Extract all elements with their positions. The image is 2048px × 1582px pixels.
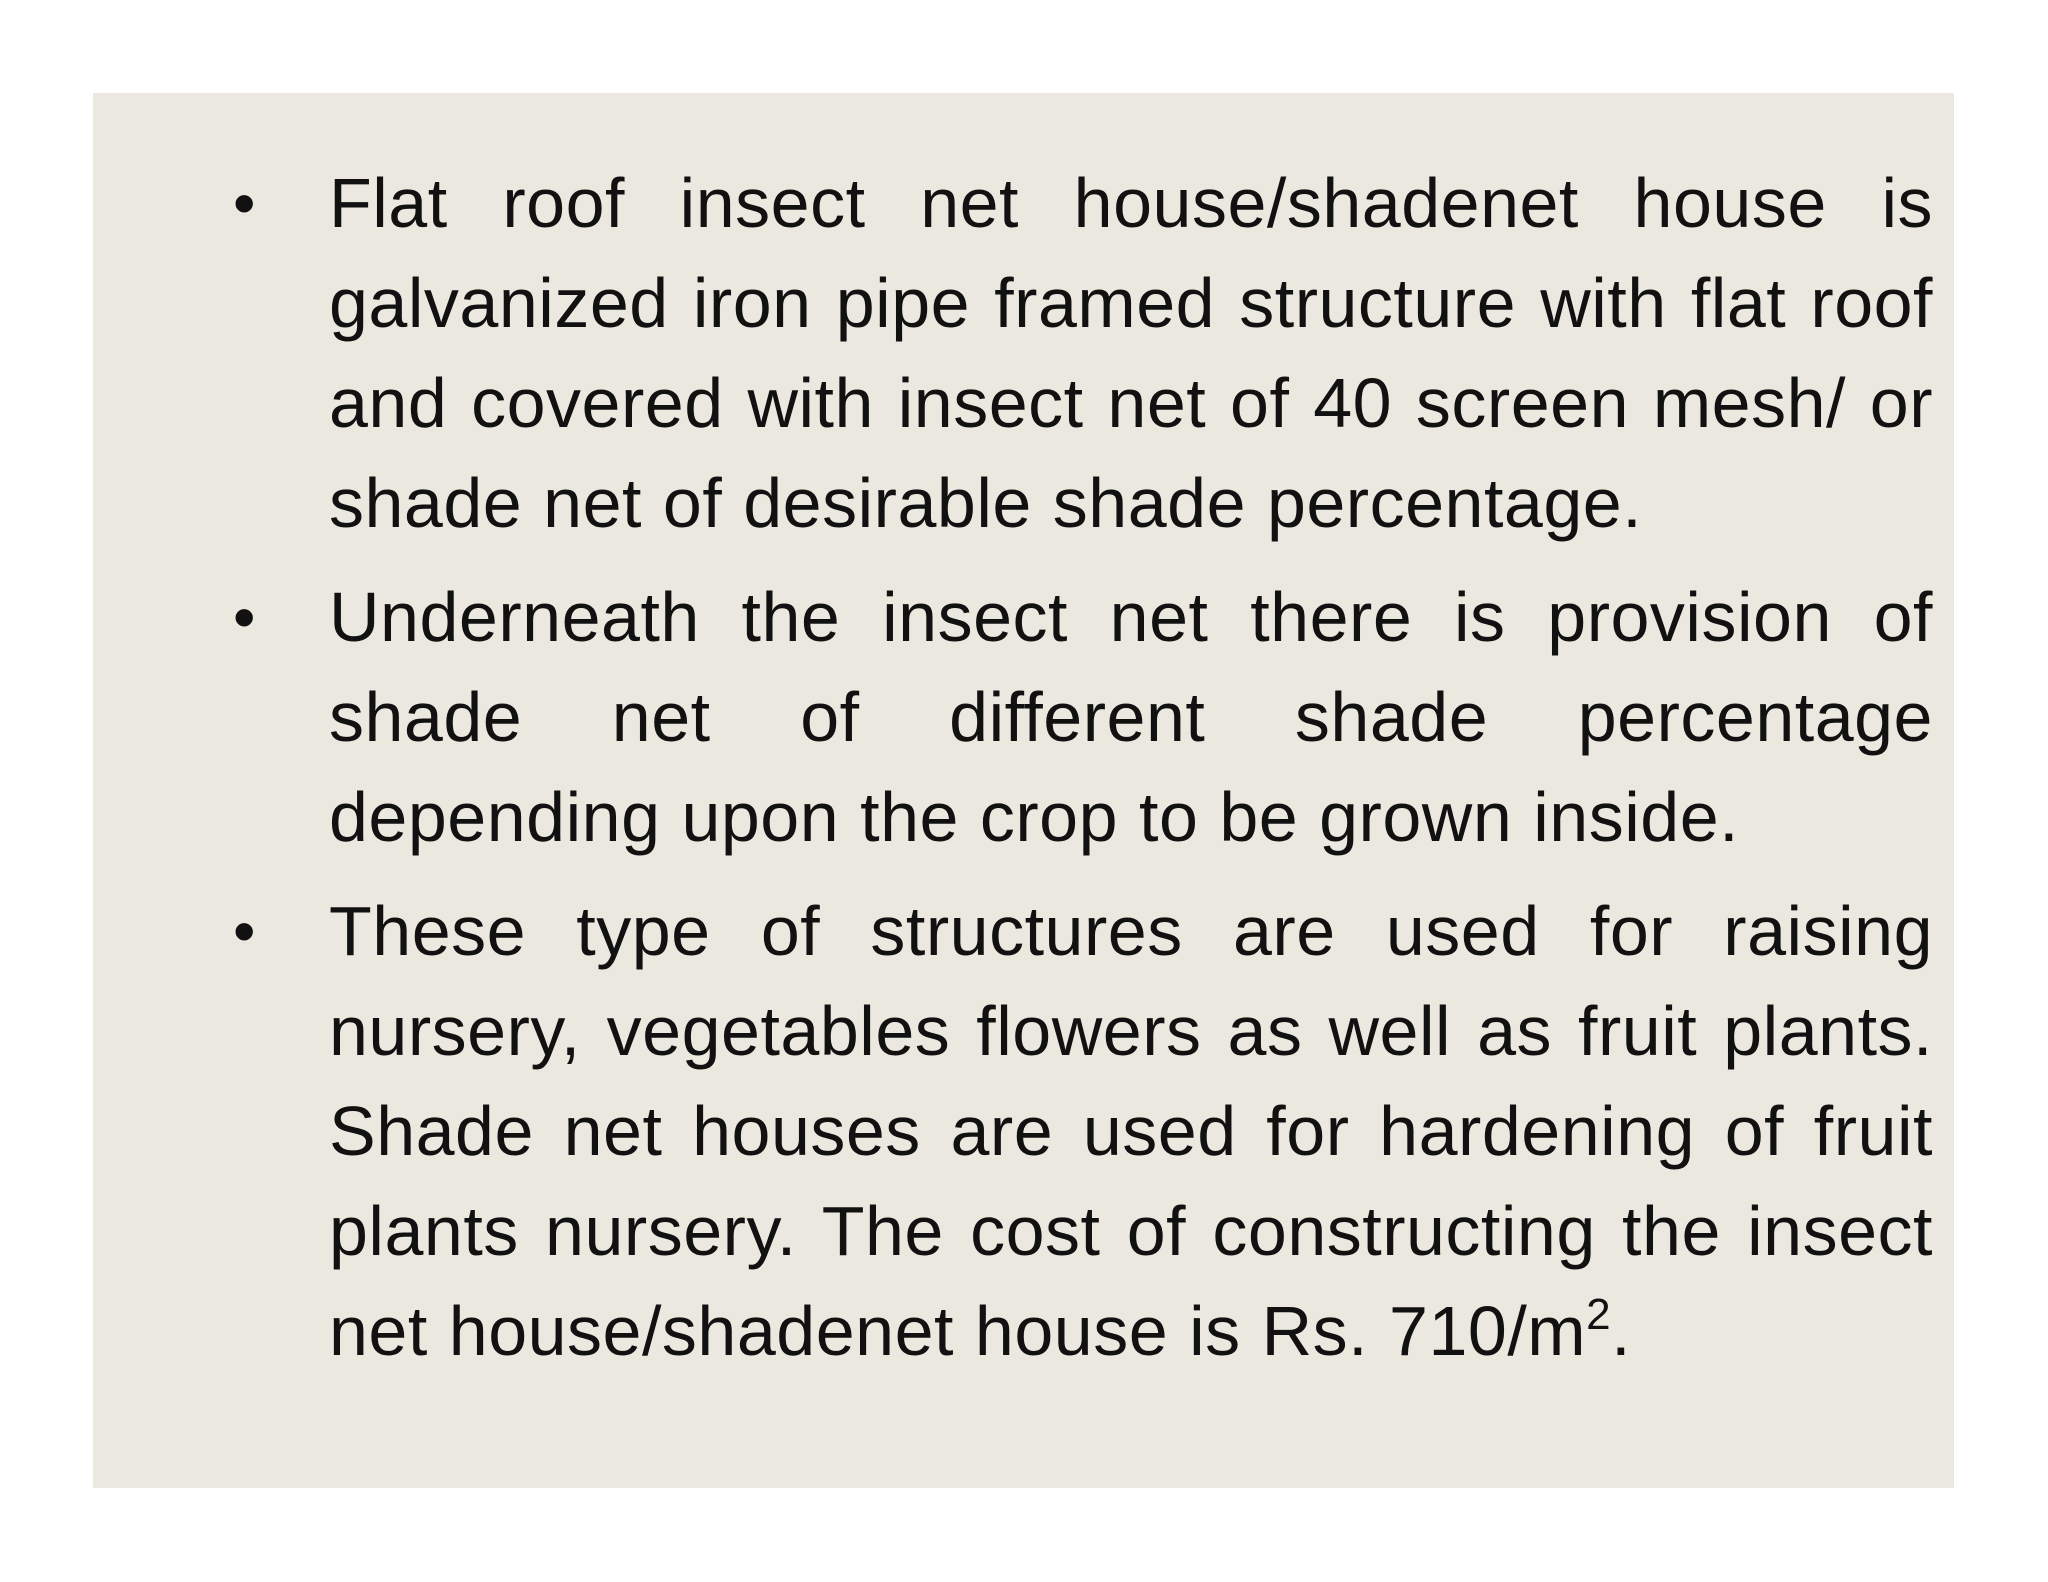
bullet-item-1 bbox=[233, 153, 1933, 553]
bullet-item-2 bbox=[233, 567, 1933, 867]
bullet-text-3-end: . bbox=[1611, 1292, 1632, 1370]
bullet-text-3-main: These type of structures are used for raising nursery, vegetables flowers as well as fruit plants. Shade net houses are used for hardening of fruit plants nursery. The cost of constructing the insect net house/shadenet house is Rs. 710/m bbox=[329, 892, 1933, 1370]
area-unit-superscript: 2 bbox=[1586, 1290, 1612, 1339]
bullet-marker: • bbox=[233, 895, 256, 967]
bullet-text-3 bbox=[329, 881, 1933, 1381]
bullet-list bbox=[233, 153, 1933, 1395]
bullet-marker: • bbox=[233, 167, 256, 239]
bullet-text-1: Flat roof insect net house/shadenet house is galvanized iron pipe framed structure with flat roof and covered with insect net of 40 screen mesh/ or shade net of desirable shade percentage. bbox=[329, 164, 1933, 542]
bullet-text-2: Underneath the insect net there is provision of shade net of different shade percentage depending upon the crop to be grown inside. bbox=[329, 578, 1933, 856]
bullet-marker: • bbox=[233, 581, 256, 653]
slide-content-panel bbox=[93, 93, 1954, 1488]
bullet-item-3 bbox=[233, 881, 1933, 1381]
